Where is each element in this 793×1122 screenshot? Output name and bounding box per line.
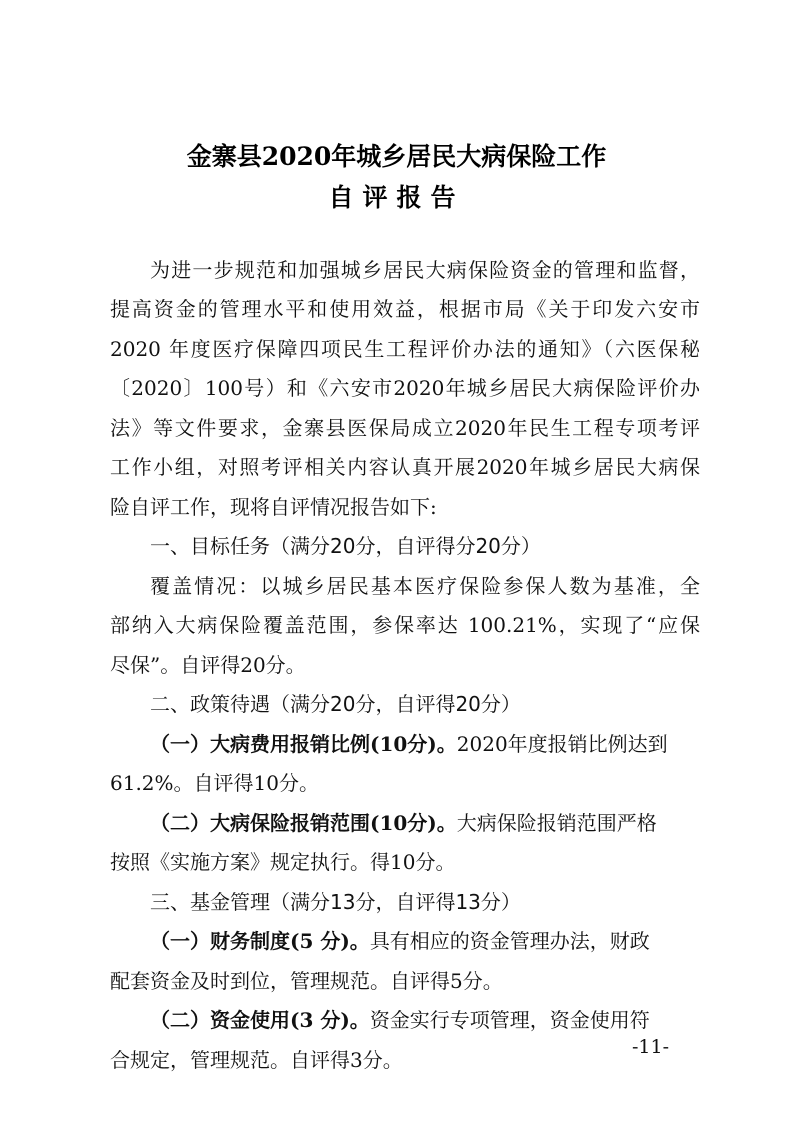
intro-line-6: 工作小组，对照考评相关内容认真开展2020年城乡居民大病保 — [110, 455, 700, 479]
section2-item2-label: （二）大病保险报销范围(10分)。 — [150, 811, 457, 835]
section1-line-1: 覆盖情况：以城乡居民基本医疗保险参保人数为基准，全 — [150, 574, 700, 598]
page-number: -11- — [632, 1036, 670, 1058]
intro-line-5: 法》等文件要求，金寨县医保局成立2020年民生工程专项考评 — [110, 416, 700, 440]
section2-item1-text: 2020年度报销比例达到 — [456, 732, 668, 756]
intro-line-3: 2020 年度医疗保障四项民生工程评价办法的通知》（六医保秘 — [110, 337, 700, 361]
section3-item2-label: （二）资金使用(3 分)。 — [150, 1008, 370, 1032]
section3-item2-text: 资金实行专项管理，资金使用符 — [369, 1008, 650, 1032]
intro-line-1: 为进一步规范和加强城乡居民大病保险资金的管理和监督， — [150, 258, 700, 282]
intro-line-7: 险自评工作，现将自评情况报告如下: — [110, 495, 437, 519]
section2-item2-text: 大病保险报销范围严格 — [456, 811, 657, 835]
section-heading-1: 一、目标任务（满分20分，自评得分20分） — [150, 534, 541, 558]
report-title: 金寨县2020年城乡居民大病保险工作 — [186, 142, 607, 171]
report-subtitle: 自评报告 — [328, 183, 465, 212]
section2-item2-line — [150, 810, 700, 836]
section-heading-2: 二、政策待遇（满分20分，自评得20分） — [150, 692, 521, 716]
section2-item1-cont: 61.2%。自评得10分。 — [110, 771, 319, 795]
section3-item1-text: 具有相应的资金管理办法，财政 — [369, 929, 650, 953]
section3-item1-line — [150, 928, 700, 954]
section2-item1-line — [150, 731, 700, 757]
intro-line-2: 提高资金的管理水平和使用效益，根据市局《关于印发六安市 — [110, 297, 700, 321]
section3-item2-cont: 合规定，管理规范。自评得3分。 — [110, 1048, 403, 1072]
section1-line-2: 部纳入大病保险覆盖范围，参保率达 100.21%，实现了“应保 — [110, 613, 700, 637]
section3-item2-line — [150, 1007, 700, 1033]
section1-line-3: 尽保”。自评得20分。 — [110, 653, 306, 677]
intro-line-4: 〔2020〕100号）和《六安市2020年城乡居民大病保险评价办 — [110, 376, 700, 400]
section-heading-3: 三、基金管理（满分13分，自评得13分） — [150, 890, 521, 914]
section2-item1-label: （一）大病费用报销比例(10分)。 — [150, 732, 457, 756]
section2-item2-cont: 按照《实施方案》规定执行。得10分。 — [110, 850, 456, 874]
section3-item1-cont: 配套资金及时到位，管理规范。自评得5分。 — [110, 969, 503, 993]
section3-item1-label: （一）财务制度(5 分)。 — [150, 929, 370, 953]
